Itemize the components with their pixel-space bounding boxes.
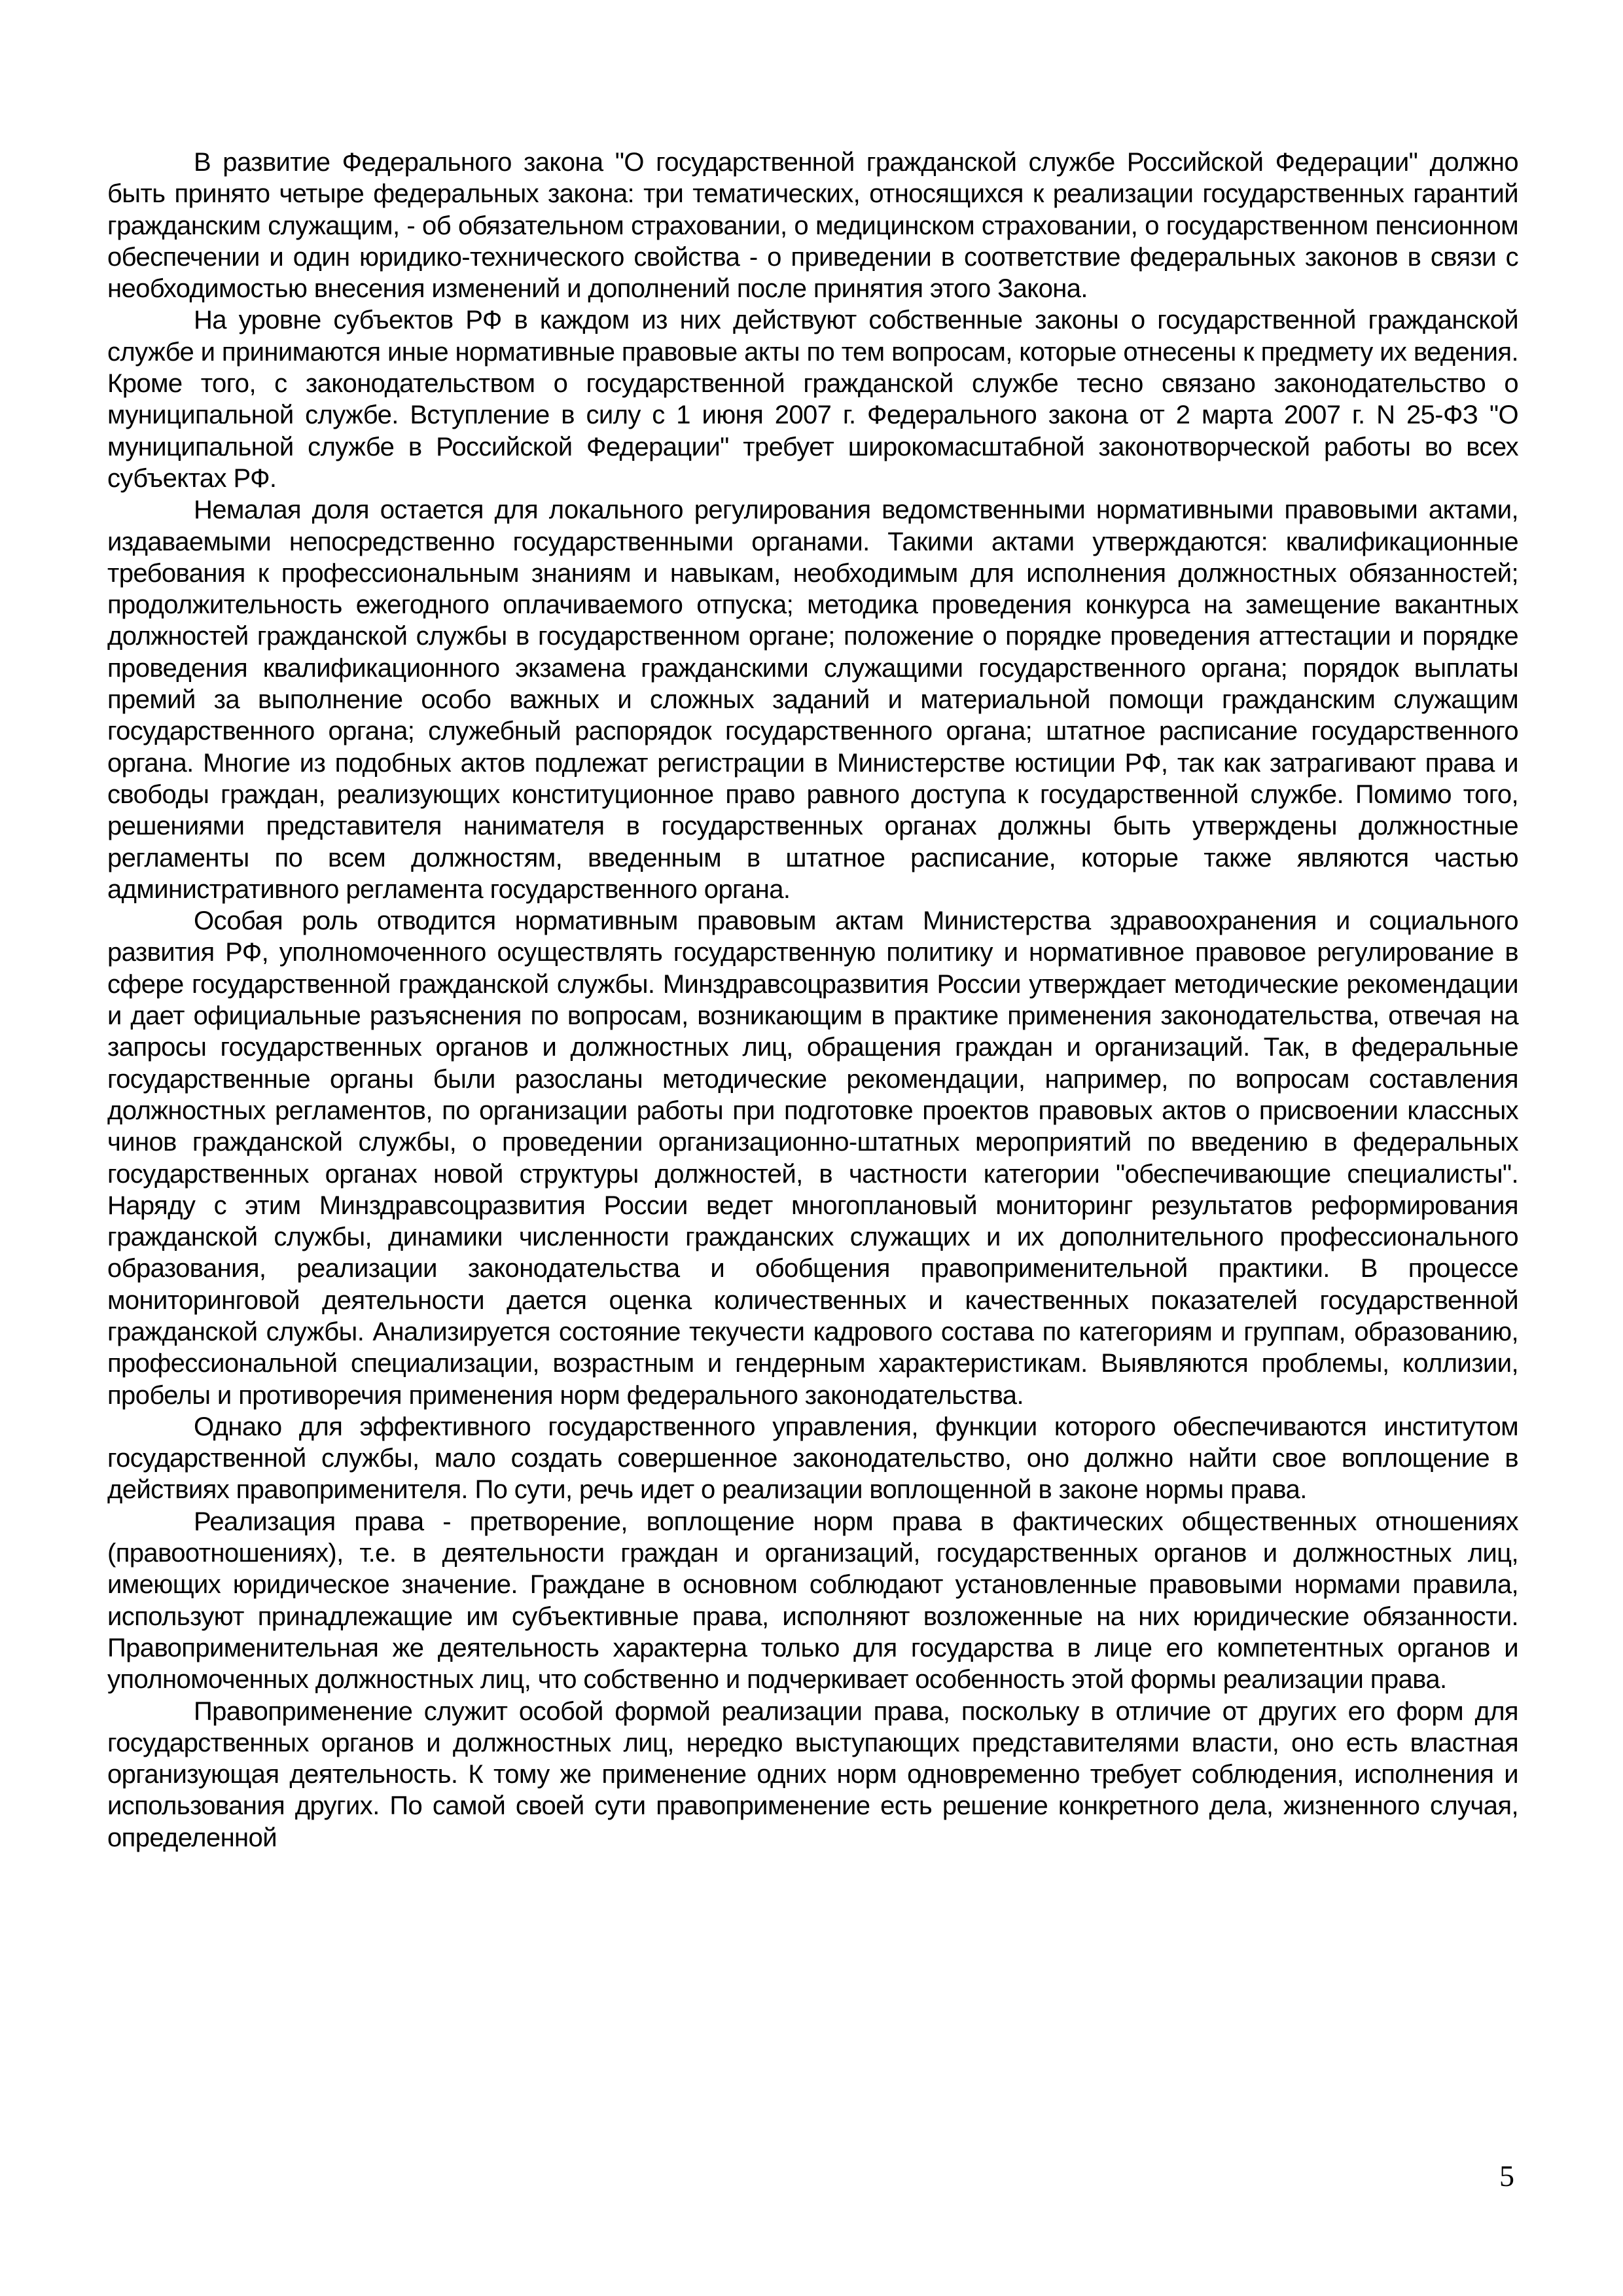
page-number: 5 bbox=[1499, 2159, 1514, 2193]
paragraph-4: Особая роль отводится нормативным правовым актам Министерства здравоохранения и социального развития РФ, уполномоченного осуществлять государственную политику и нормативное правовое регулирование в сфере государственной гражданской службы. Минздравсоцразвития России утверждает методические рекомендации и дает официальные разъяснения по вопросам, возникающим в практике применения законодательства, отвечая на запросы государственных органов и должностных лиц, обращения граждан и организаций. Так, в федеральные государственные органы были разосланы методические рекомендации, например, по вопросам составления должностных регламентов, по организации работы при подготовке проектов правовых актов о присвоении классных чинов гражданской службы, о проведении организационно-штатных мероприятий по введению в федеральных государственных органах новой структуры должностей, в частности категории "обеспечивающие специалисты". Наряду с этим Минздравсоцразвития России ведет многоплановый мониторинг результатов реформирования гражданской службы, динамики численности гражданских служащих и их дополнительного профессионального образования, реализации законодательства и обобщения правоприменительной практики. В процессе мониторинговой деятельности дается оценка количественных и качественных показателей государственной гражданской службы. Анализируется состояние текучести кадрового состава по категориям и группам, образованию, профессиональной специализации, возрастным и гендерным характеристикам. Выявляются проблемы, коллизии, пробелы и противоречия применения норм федерального законодательства. bbox=[107, 906, 1518, 1410]
paragraph-2: На уровне субъектов РФ в каждом из них действуют собственные законы о государственной гражданской службе и принимаются иные нормативные правовые акты по тем вопросам, которые отнесены к предмету их ведения. Кроме того, с законодательством о государственной гражданской службе тесно связано законодательство о муниципальной службе. Вступление в силу с 1 июня 2007 г. Федерального закона от 2 марта 2007 г. N 25-ФЗ "О муниципальной службе в Российской Федерации" требует широкомасштабной законотворческой работы во всех субъектах РФ. bbox=[107, 306, 1518, 493]
paragraph-7: Правоприменение служит особой формой реализации права, поскольку в отличие от других его форм для государственных органов и должностных лиц, нередко выступающих представителями власти, оно есть властная организующая деятельность. К тому же применение одних норм одновременно требует соблюдения, исполнения и использования других. По самой своей сути правоприменение есть решение конкретного дела, жизненного случая, определенной bbox=[107, 1696, 1518, 1852]
paragraph-3: Немалая доля остается для локального регулирования ведомственными нормативными правовыми актами, издаваемыми непосредственно государственными органами. Такими актами утверждаются: квалификационные требования к профессиональным знаниям и навыкам, необходимым для исполнения должностных обязанностей; продолжительность ежегодного оплачиваемого отпуска; методика проведения конкурса на замещение вакантных должностей гражданской службы в государственном органе; положение о порядке проведения аттестации и порядке проведения квалификационного экзамена гражданскими служащими государственного органа; порядок выплаты премий за выполнение особо важных и сложных заданий и материальной помощи гражданским служащим государственного органа; служебный распорядок государственного органа; штатное расписание государственного органа. Многие из подобных актов подлежат регистрации в Министерстве юстиции РФ, так как затрагивают права и свободы граждан, реализующих конституционное право равного доступа к государственной службе. Помимо того, решениями представителя нанимателя в государственных органах должны быть утверждены должностные регламенты по всем должностям, введенным в штатное расписание, которые также являются частью административного регламента государственного органа. bbox=[107, 495, 1518, 904]
paragraph-1: В развитие Федерального закона "О государственной гражданской службе Российской Федерации" должно быть принято четыре федеральных закона: три тематических, относящихся к реализации государственных гарантий гражданским служащим, - об обязательном страховании, о медицинском страховании, о государственном пенсионном обеспечении и один юридико-технического свойства - о приведении в соответствие федеральных законов в связи с необходимостью внесения изменений и дополнений после принятия этого Закона. bbox=[107, 148, 1518, 304]
paragraph-5: Однако для эффективного государственного управления, функции которого обеспечиваются институтом государственной службы, мало создать совершенное законодательство, оно должно найти свое воплощение в действиях правоприменителя. По сути, речь идет о реализации воплощенной в законе нормы права. bbox=[107, 1412, 1518, 1505]
document-text bbox=[107, 147, 1518, 1854]
paragraph-6: Реализация права - претворение, воплощение норм права в фактических общественных отношениях (правоотношениях), т.е. в деятельности граждан и организаций, государственных органов и должностных лиц, имеющих юридическое значение. Граждане в основном соблюдают установленные правовыми нормами правила, используют принадлежащие им субъективные права, исполняют возложенные на них юридические обязанности. Правоприменительная же деятельность характерна только для государства в лице его компетентных органов и уполномоченных должностных лиц, что собственно и подчеркивает особенность этой формы реализации права. bbox=[107, 1507, 1518, 1695]
